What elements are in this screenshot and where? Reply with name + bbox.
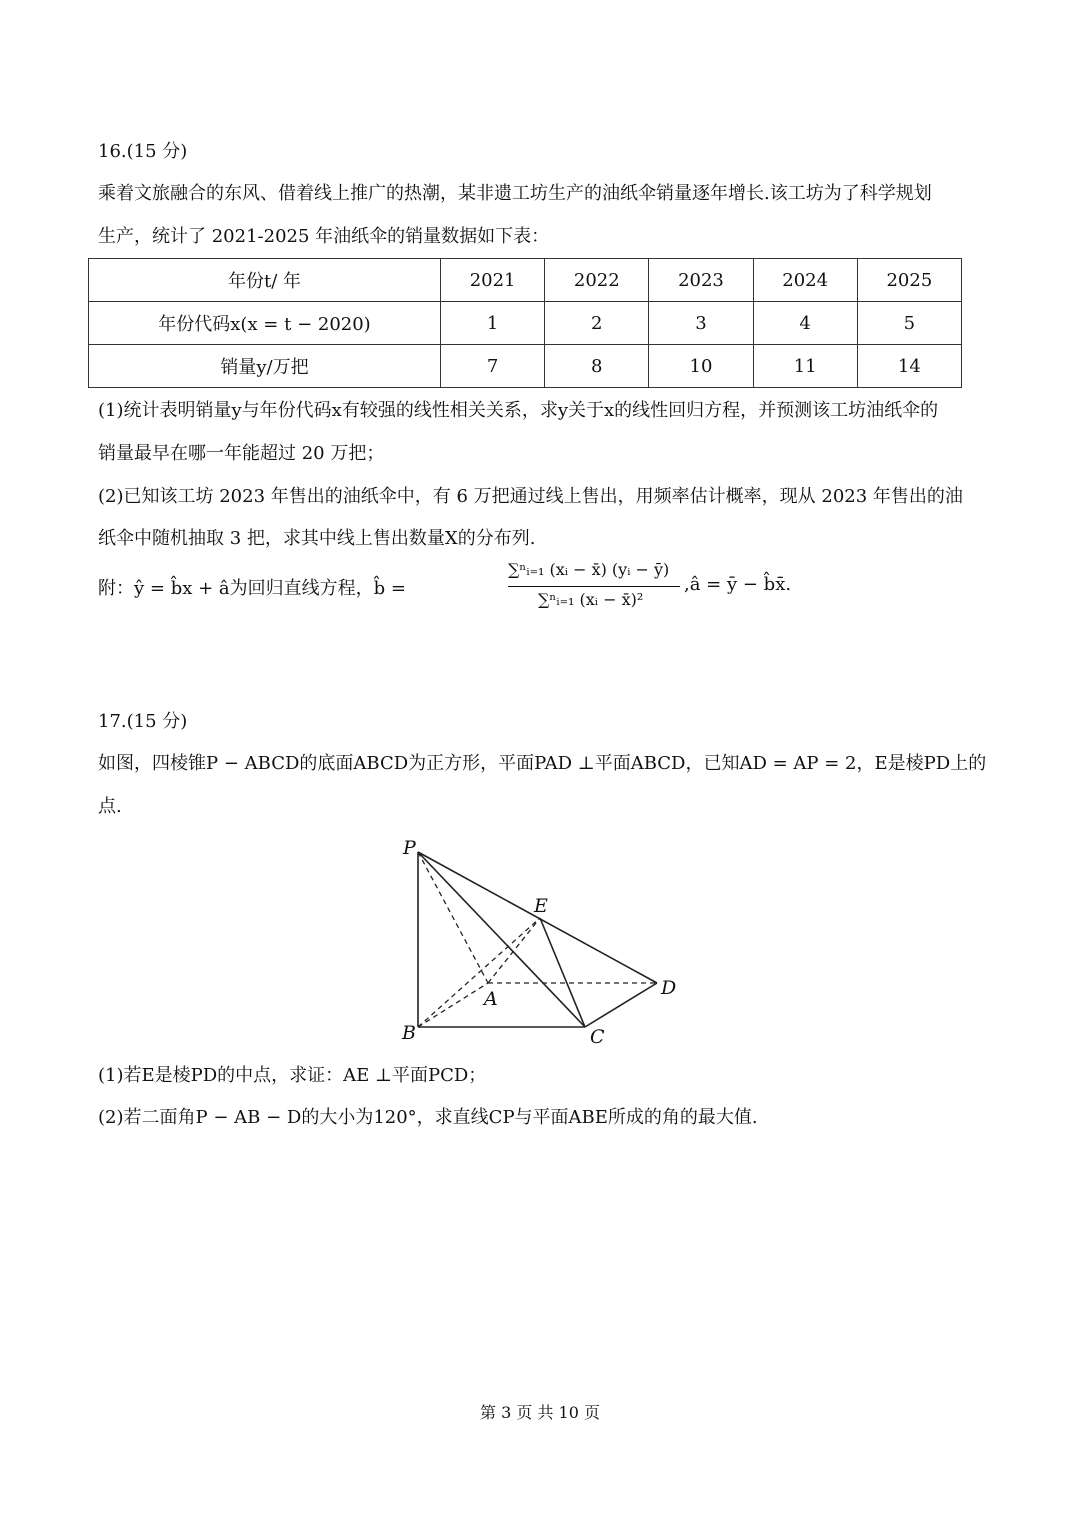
table-row: [89, 259, 962, 302]
formula-suffix: ,â = ȳ − b̂x̄.: [684, 574, 792, 595]
label-A: A: [484, 988, 498, 1010]
table-cell: 5: [857, 302, 961, 345]
q16-part1-line2: 销量最早在哪一年能超过 20 万把；: [98, 443, 385, 464]
edge-AB: [418, 983, 488, 1027]
label-B: B: [402, 1022, 416, 1044]
regression-formula: [98, 560, 798, 620]
table-cell: 11: [753, 345, 857, 388]
formula-numerator: ∑ⁿᵢ₌₁ (xᵢ − x̄) (yᵢ − ȳ): [508, 560, 670, 579]
table-cell: 2: [545, 302, 649, 345]
edge-BE: [418, 918, 540, 1027]
edge-AE: [488, 918, 540, 983]
q17-intro-line2: 点.: [98, 796, 122, 817]
edge-PD: [418, 852, 657, 983]
label-E: E: [534, 895, 548, 917]
q16-part2-line1: (2)已知该工坊 2023 年售出的油纸伞中，有 6 万把通过线上售出，用频率估计概率，现从 2023 年售出的油: [98, 486, 963, 507]
label-C: C: [590, 1026, 605, 1048]
q17-intro-line1: 如图，四棱锥P − ABCD的底面ABCD为正方形，平面PAD ⊥平面ABCD，已知AD = AP = 2，E是棱PD上的: [98, 753, 987, 774]
fraction-bar: [508, 586, 680, 587]
table-cell: 2024: [753, 259, 857, 302]
label-D: D: [661, 977, 677, 999]
table-cell: 2022: [545, 259, 649, 302]
table-row-label: 年份代码x(x = t − 2020): [89, 302, 441, 345]
table-cell: 8: [545, 345, 649, 388]
table-row-label: 年份t/ 年: [89, 259, 441, 302]
table-cell: 3: [649, 302, 753, 345]
table-cell: 2023: [649, 259, 753, 302]
label-P: P: [403, 837, 416, 859]
q17-part2: (2)若二面角P − AB − D的大小为120°，求直线CP与平面ABE所成的角的最大值.: [98, 1107, 758, 1128]
table-cell: 2021: [441, 259, 545, 302]
table-cell: 7: [441, 345, 545, 388]
table-cell: 1: [441, 302, 545, 345]
q16-intro-line2: 生产，统计了 2021-2025 年油纸伞的销量数据如下表：: [98, 226, 550, 247]
table-cell: 10: [649, 345, 753, 388]
q16-header: 16.(15 分): [98, 141, 188, 162]
table-row: [89, 345, 962, 388]
edge-EC: [540, 918, 585, 1027]
q16-intro-line1: 乘着文旅融合的东风、借着线上推广的热潮，某非遗工坊生产的油纸伞销量逐年增长.该工坊为了科学规划: [98, 183, 932, 204]
table-cell: 2025: [857, 259, 961, 302]
edge-PC: [418, 852, 585, 1027]
edge-CD: [585, 983, 657, 1027]
q17-part1: (1)若E是棱PD的中点，求证：AE ⊥平面PCD；: [98, 1065, 487, 1086]
q16-part2-line2: 纸伞中随机抽取 3 把，求其中线上售出数量X的分布列.: [98, 528, 536, 549]
q16-part1-line1: (1)统计表明销量y与年份代码x有较强的线性相关关系，求y关于x的线性回归方程，并预测该工坊油纸伞的: [98, 400, 939, 421]
q17-header: 17.(15 分): [98, 711, 188, 732]
formula-denominator: ∑ⁿᵢ₌₁ (xᵢ − x̄)²: [538, 590, 644, 609]
table-row-label: 销量y/万把: [89, 345, 441, 388]
page-footer: 第 3 页 共 10 页: [480, 1403, 600, 1422]
sales-table: [88, 258, 962, 388]
table-cell: 4: [753, 302, 857, 345]
table-row: [89, 302, 962, 345]
table-cell: 14: [857, 345, 961, 388]
pyramid-figure: [395, 830, 695, 1050]
formula-prefix: 附：ŷ = b̂x + â为回归直线方程，b̂ =: [98, 578, 406, 599]
